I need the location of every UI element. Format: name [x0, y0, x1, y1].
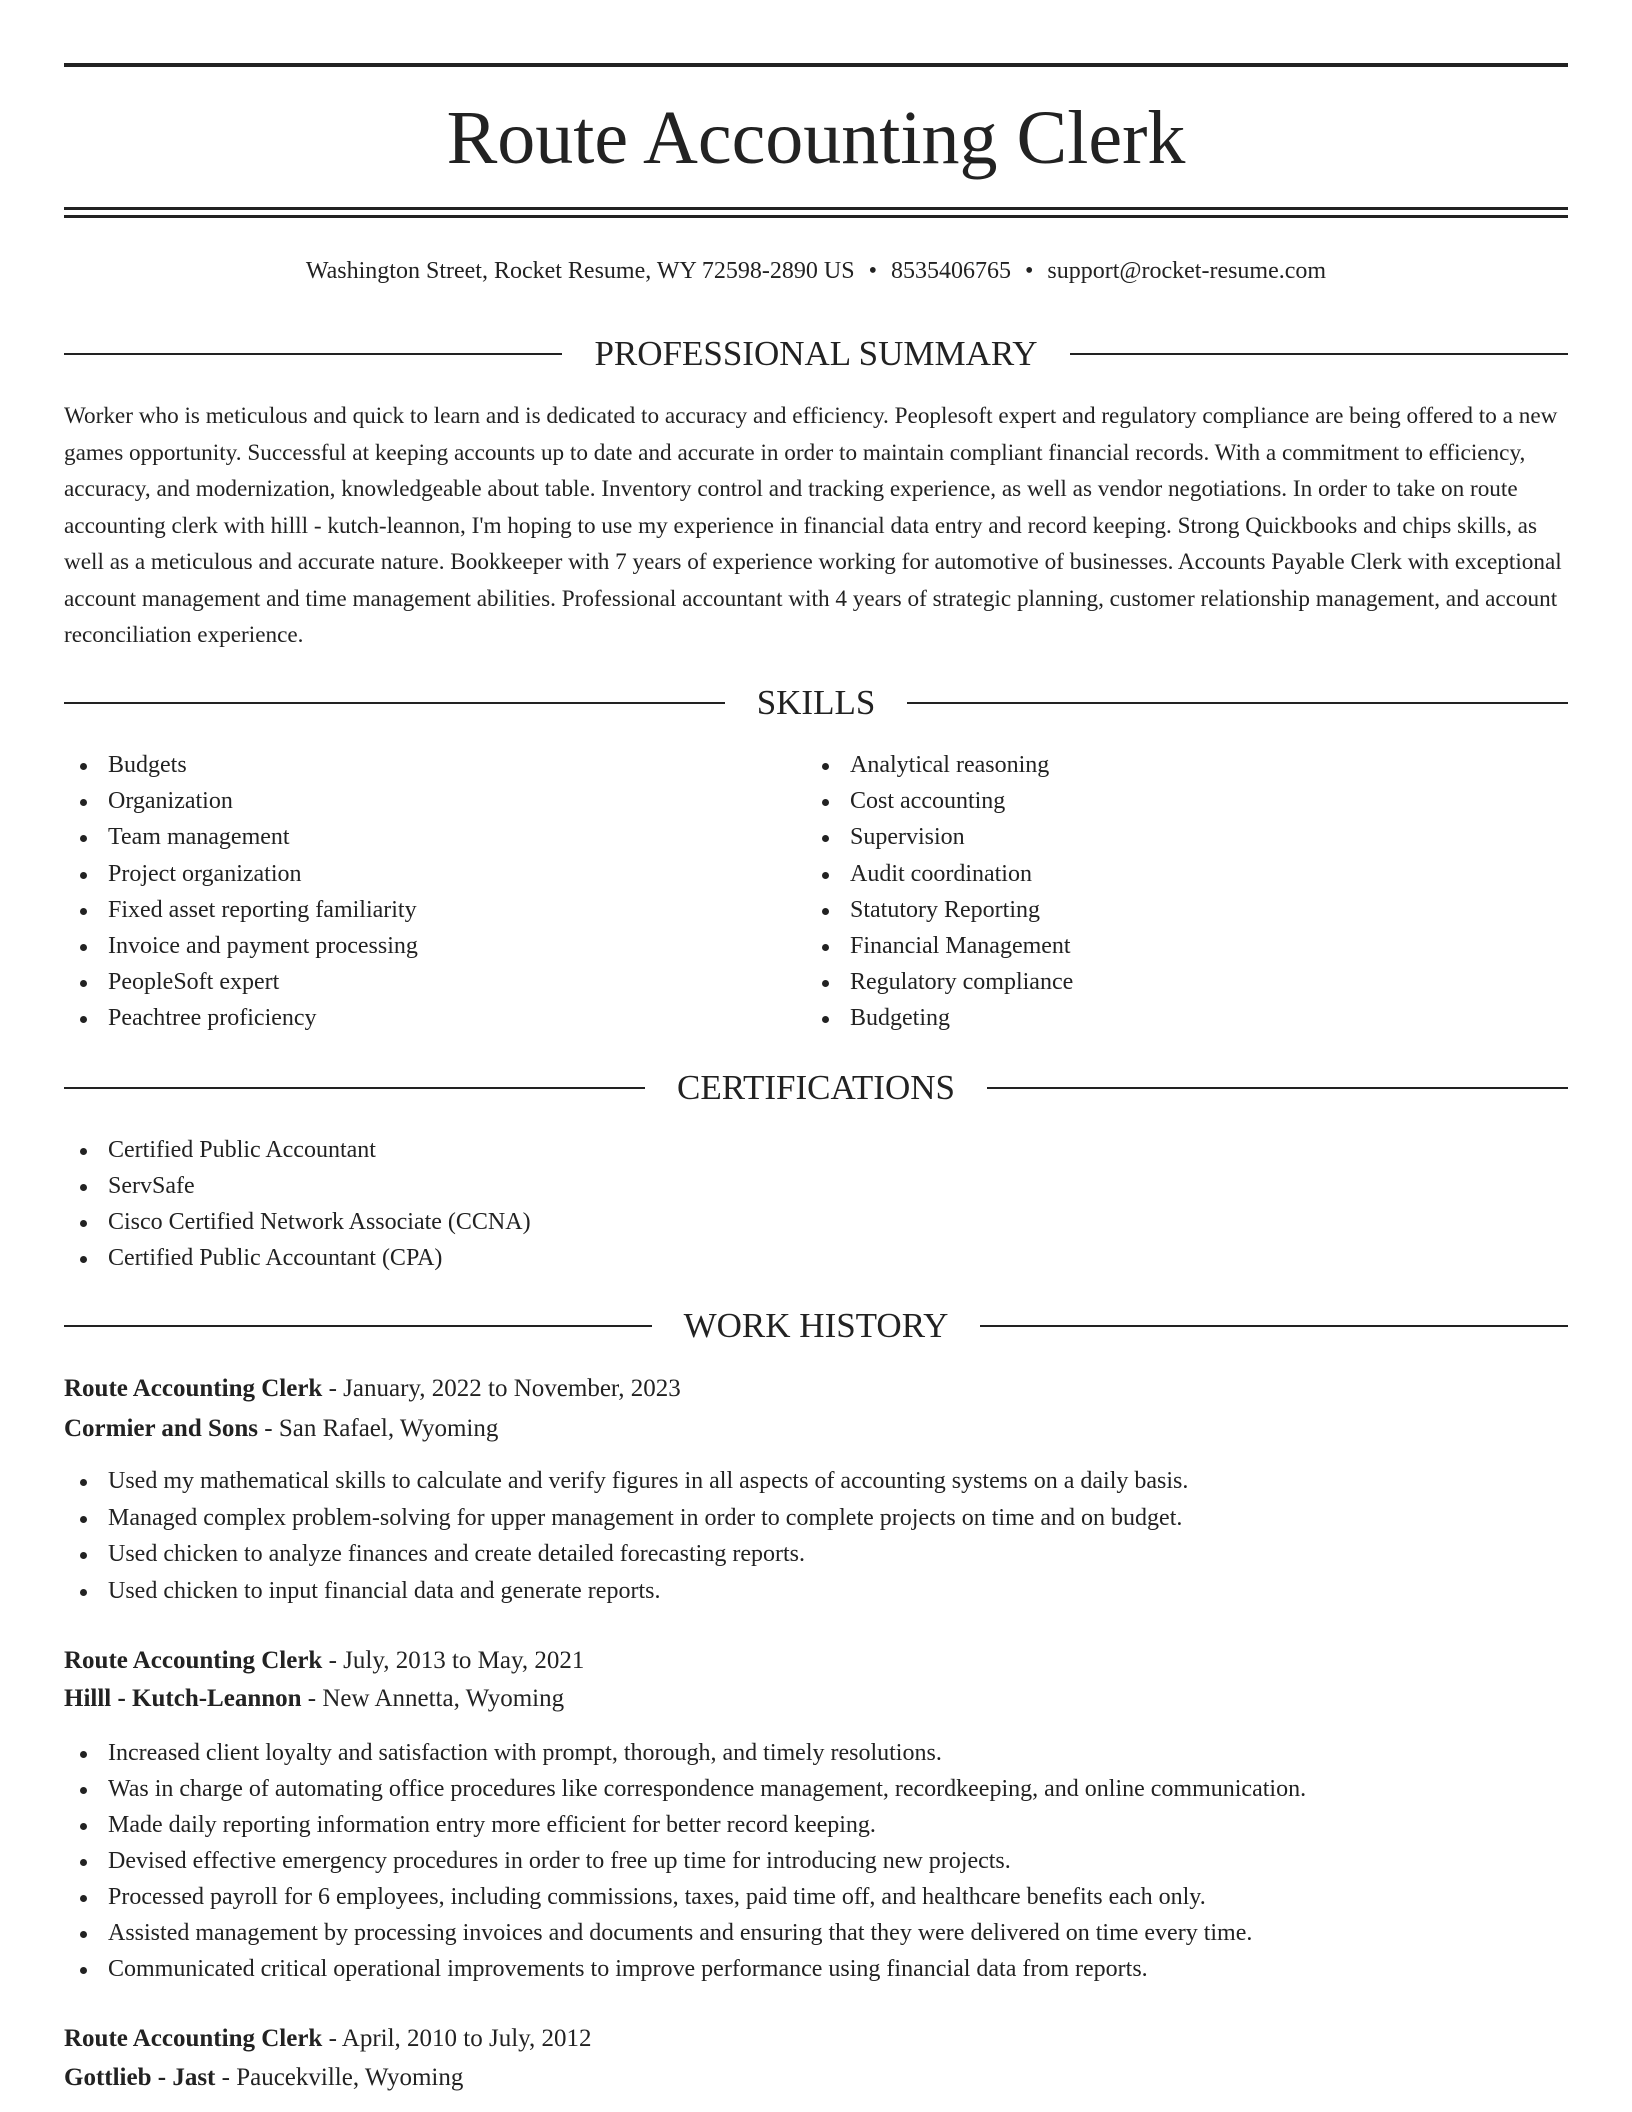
- divider-line: [907, 702, 1568, 704]
- list-item: Cost accounting: [806, 783, 1526, 819]
- divider-line: [64, 702, 725, 704]
- list-item: Was in charge of automating office procedures like correspondence management, recordkeeping, and online communication.: [64, 1771, 1568, 1807]
- header-top-rule: [64, 63, 1568, 67]
- contact-separator: •: [1024, 258, 1034, 284]
- skills-list-right: [806, 747, 1526, 1037]
- job-location: Paucekville, Wyoming: [236, 2064, 464, 2091]
- section-title: SKILLS: [756, 683, 876, 722]
- candidate-name: Route Accounting Clerk: [446, 96, 1186, 180]
- job-title: Route Accounting Clerk: [64, 2025, 323, 2052]
- divider-line: [987, 1087, 1568, 1089]
- divider-line: [64, 1325, 652, 1327]
- list-item: Budgets: [64, 747, 784, 783]
- job-title: Route Accounting Clerk: [64, 1647, 323, 1674]
- job-company: Gottlieb - Jast: [64, 2064, 216, 2091]
- certifications-list: [64, 1132, 1568, 1276]
- list-item: Regulatory compliance: [806, 964, 1526, 1000]
- section-title: CERTIFICATIONS: [677, 1068, 955, 1107]
- list-item: Audit coordination: [806, 856, 1526, 892]
- skills-list-left: [64, 747, 784, 1037]
- job-company-line: Cormier and Sons - San Rafael, Wyoming: [64, 1415, 499, 1442]
- list-item: Budgeting: [806, 1000, 1526, 1036]
- job-location: New Annetta, Wyoming: [322, 1685, 565, 1712]
- contact-email[interactable]: support@rocket-resume.com: [1047, 258, 1327, 284]
- list-item: Used chicken to input financial data and generate reports.: [64, 1573, 1568, 1610]
- list-item: Used my mathematical skills to calculate and verify figures in all aspects of accounting systems on a daily basis.: [64, 1463, 1568, 1500]
- job-dates: April, 2010 to July, 2012: [341, 2025, 592, 2052]
- list-item: Statutory Reporting: [806, 892, 1526, 928]
- list-item: Supervision: [806, 819, 1526, 855]
- list-item: ServSafe: [64, 1168, 1568, 1204]
- list-item: Organization: [64, 783, 784, 819]
- contact-separator: •: [868, 258, 877, 284]
- list-item: Fixed asset reporting familiarity: [64, 892, 784, 928]
- list-item: Analytical reasoning: [806, 747, 1526, 783]
- list-item: Cisco Certified Network Associate (CCNA): [64, 1204, 1568, 1240]
- job-dates: January, 2022 to November, 2023: [343, 1375, 681, 1402]
- contact-phone: 8535406765: [890, 258, 1011, 284]
- job-duties-list: [64, 1463, 1568, 1609]
- job-title-line: Route Accounting Clerk - January, 2022 to November, 2023: [64, 1375, 681, 1402]
- divider-line: [980, 1325, 1568, 1327]
- section-title: PROFESSIONAL SUMMARY: [594, 334, 1038, 373]
- work-history-heading: [64, 1301, 1568, 1351]
- list-item: Team management: [64, 819, 784, 855]
- list-item: Financial Management: [806, 928, 1526, 964]
- job-company-line: Hilll - Kutch-Leannon - New Annetta, Wyoming: [64, 1685, 565, 1712]
- list-item: Made daily reporting information entry more efficient for better record keeping.: [64, 1807, 1568, 1843]
- job-title-line: Route Accounting Clerk - April, 2010 to July, 2012: [64, 2025, 592, 2052]
- list-item: Project organization: [64, 856, 784, 892]
- list-item: Peachtree proficiency: [64, 1000, 784, 1036]
- summary-heading: [64, 329, 1568, 379]
- list-item: Devised effective emergency procedures in order to free up time for introducing new projects.: [64, 1843, 1568, 1879]
- contact-address: Washington Street, Rocket Resume, WY 72598-2890 US: [305, 258, 855, 284]
- job-location: San Rafael, Wyoming: [278, 1415, 499, 1442]
- list-item: Increased client loyalty and satisfaction with prompt, thorough, and timely resolutions.: [64, 1735, 1568, 1771]
- list-item: Used chicken to analyze finances and create detailed forecasting reports.: [64, 1536, 1568, 1573]
- list-item: Communicated critical operational improvements to improve performance using financial data from reports.: [64, 1951, 1568, 1987]
- list-item: Processed payroll for 6 employees, including commissions, taxes, paid time off, and healthcare benefits each only.: [64, 1879, 1568, 1915]
- skills-heading: [64, 678, 1568, 728]
- certifications-heading: [64, 1063, 1568, 1113]
- list-item: Certified Public Accountant: [64, 1132, 1568, 1168]
- header-double-rule: [64, 207, 1568, 218]
- contact-line: [64, 254, 1568, 288]
- list-item: Invoice and payment processing: [64, 928, 784, 964]
- job-company-line: Gottlieb - Jast - Paucekville, Wyoming: [64, 2064, 464, 2091]
- list-item: Managed complex problem-solving for upper management in order to complete projects on time and on budget.: [64, 1500, 1568, 1537]
- divider-line: [1070, 353, 1568, 355]
- divider-line: [64, 1087, 645, 1089]
- list-item: Assisted management by processing invoices and documents and ensuring that they were delivered on time every time.: [64, 1915, 1568, 1951]
- job-company: Cormier and Sons: [64, 1415, 259, 1442]
- job-dates: July, 2013 to May, 2021: [343, 1647, 585, 1674]
- job-title-line: Route Accounting Clerk - July, 2013 to May, 2021: [64, 1647, 585, 1674]
- list-item: Certified Public Accountant (CPA): [64, 1240, 1568, 1276]
- job-title: Route Accounting Clerk: [64, 1375, 323, 1402]
- section-title: WORK HISTORY: [683, 1306, 949, 1345]
- job-company: Hilll - Kutch-Leannon: [64, 1685, 302, 1712]
- job-duties-list: [64, 1735, 1568, 1987]
- list-item: PeopleSoft expert: [64, 964, 784, 1000]
- summary-text: Worker who is meticulous and quick to learn and is dedicated to accuracy and efficiency. Peoplesoft expert and regulatory compliance are being offered to a new games opportunity. Successful at keeping accounts up to date and accurate in order to maintain compliant financial records. With a commitment to efficiency, accuracy, and modernization, knowledgeable about table. Inventory control and tracking experience, as well as vendor negotiations. In order to take on route accounting clerk with hilll - kutch-leannon, I'm hoping to use my experience in financial data entry and record keeping. Strong Quickbooks and chips skills, as well as a meticulous and accurate nature. Bookkeeper with 7 years of experience working for automotive of businesses. Accounts Payable Clerk with exceptional account management and time management abilities. Professional accountant with 4 years of strategic planning, customer relationship management, and account reconciliation experience.: [64, 403, 1562, 648]
- divider-line: [64, 353, 562, 355]
